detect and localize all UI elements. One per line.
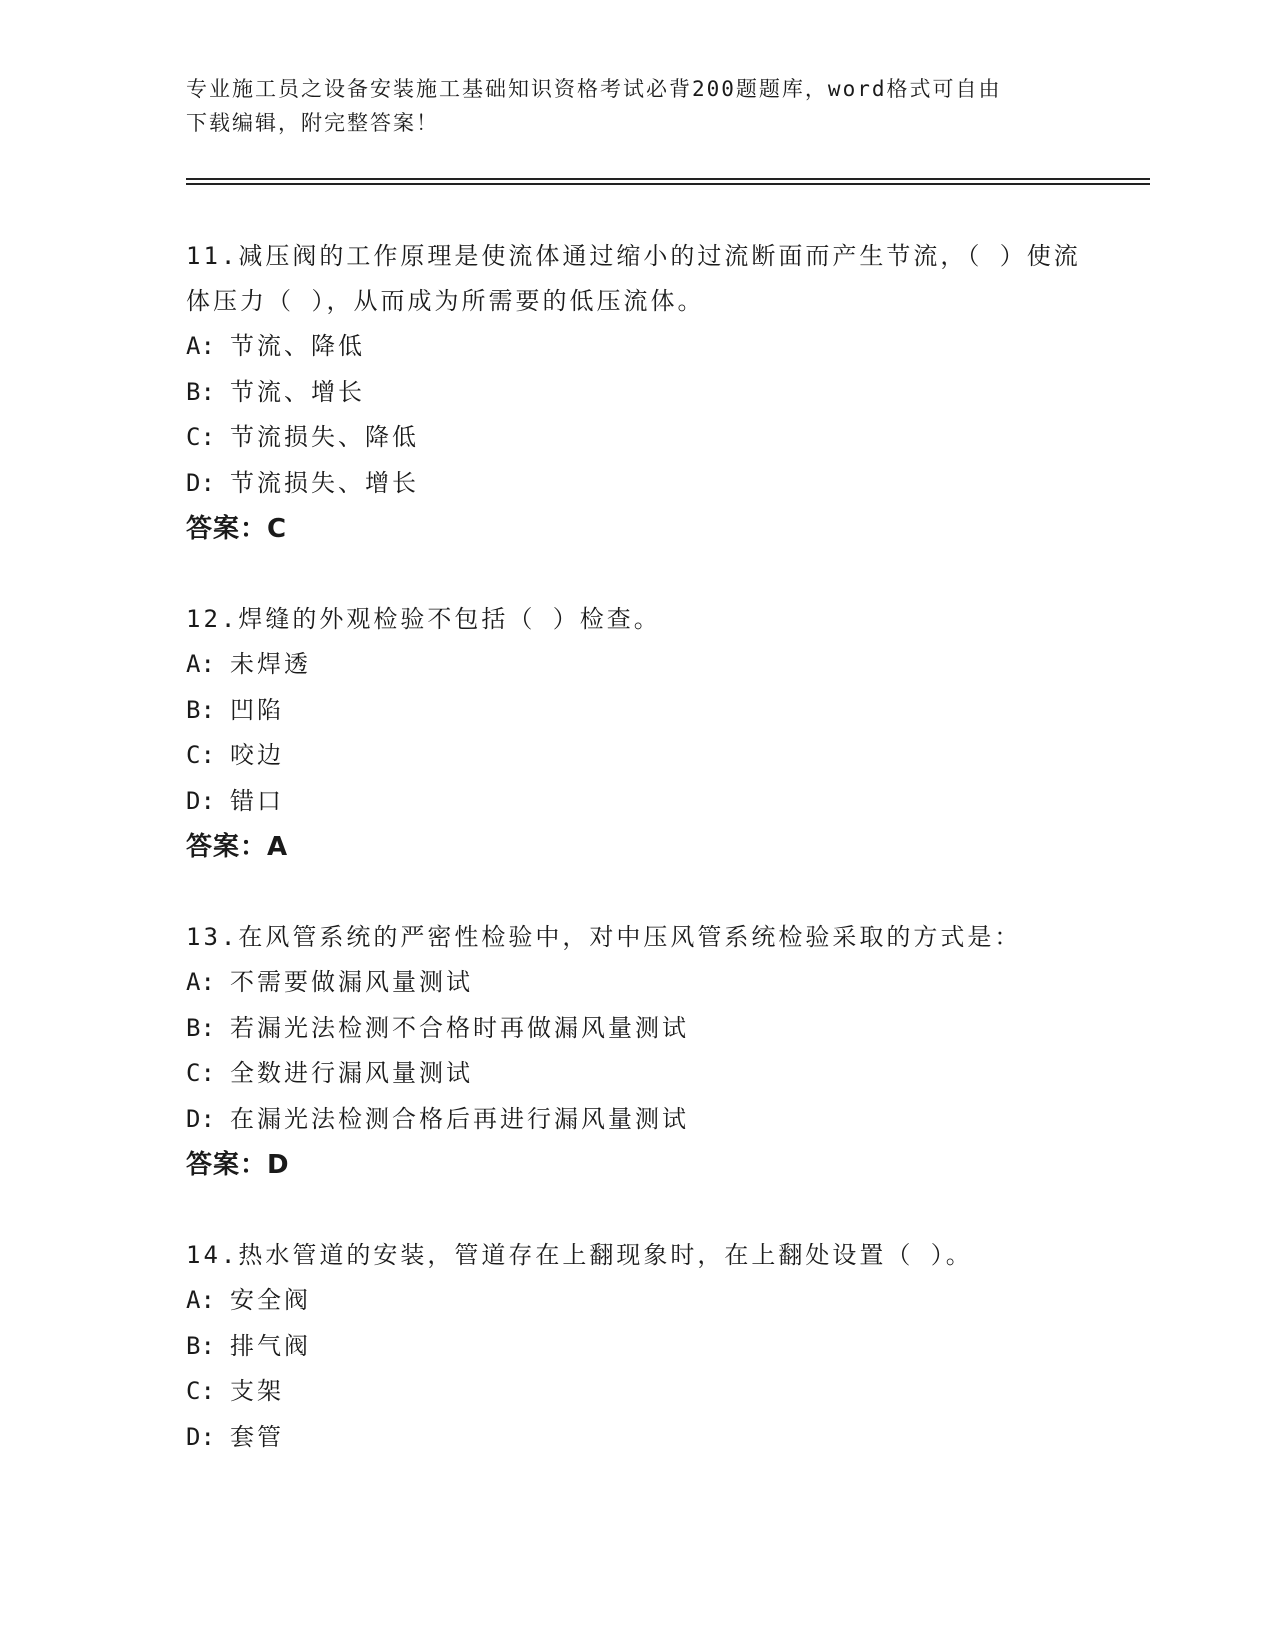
option-letter: D: [186, 1104, 215, 1133]
option-text: 套管 [230, 1422, 284, 1451]
option-a [186, 642, 1086, 688]
option-c [186, 415, 1086, 461]
option-letter: C: [186, 1059, 215, 1087]
option-letter: D: [186, 1422, 215, 1451]
header-line-2: 下载编辑，附完整答案！ [186, 111, 439, 135]
option-text: 支架 [230, 1377, 284, 1405]
option-b [186, 688, 1086, 734]
option-c [186, 1051, 1086, 1097]
answer-line: 答案：C [186, 514, 288, 544]
option-b [186, 1324, 1086, 1370]
option-letter: A: [186, 650, 215, 678]
option-text: 未焊透 [230, 650, 311, 678]
option-text: 节流、增长 [230, 377, 365, 406]
option-d [186, 779, 1086, 825]
question-text: 14.热水管道的安装，管道存在上翻现象时，在上翻处设置（ ）。 [186, 1241, 973, 1269]
option-text: 排气阀 [230, 1331, 311, 1360]
option-letter: B: [186, 1013, 215, 1042]
option-letter: B: [186, 1331, 215, 1360]
option-letter: D: [186, 786, 215, 815]
option-letter: A: [186, 1286, 215, 1314]
option-text: 错口 [230, 786, 284, 815]
header-line-1: 专业施工员之设备安装施工基础知识资格考试必背200题题库，word格式可自由 [186, 77, 1002, 101]
option-b [186, 370, 1086, 416]
document-header [186, 72, 1066, 140]
question-13 [186, 915, 1086, 1188]
option-d [186, 1097, 1086, 1143]
answer-line: 答案：A [186, 832, 289, 862]
option-letter: A: [186, 332, 215, 360]
option-d [186, 1415, 1086, 1461]
option-letter: D: [186, 468, 215, 497]
option-b [186, 1006, 1086, 1052]
option-text: 在漏光法检测合格后再进行漏风量测试 [230, 1104, 689, 1133]
header-divider-bottom [186, 183, 1150, 185]
question-14 [186, 1233, 1086, 1460]
question-text: 13.在风管系统的严密性检验中，对中压风管系统检验采取的方式是： [186, 923, 1022, 951]
header-divider-top [186, 178, 1150, 180]
option-c [186, 733, 1086, 779]
option-letter: C: [186, 1377, 215, 1405]
question-12 [186, 597, 1086, 870]
option-text: 凹陷 [230, 695, 284, 724]
option-letter: C: [186, 423, 215, 451]
option-text: 若漏光法检测不合格时再做漏风量测试 [230, 1013, 689, 1042]
option-text: 全数进行漏风量测试 [230, 1059, 473, 1087]
option-letter: B: [186, 377, 215, 406]
option-letter: B: [186, 695, 215, 724]
option-text: 安全阀 [230, 1286, 311, 1314]
question-text: 12.焊缝的外观检验不包括（ ）检查。 [186, 605, 661, 633]
option-letter: C: [186, 741, 215, 769]
option-text: 节流损失、降低 [230, 423, 419, 451]
answer-line: 答案：D [186, 1150, 290, 1180]
option-text: 咬边 [230, 741, 284, 769]
option-a [186, 324, 1086, 370]
option-text: 节流损失、增长 [230, 468, 419, 497]
question-text: 11.减压阀的工作原理是使流体通过缩小的过流断面而产生节流，（ ）使流体压力（ ），从而成为所需要的低压流体。 [186, 242, 1081, 315]
question-11 [186, 234, 1086, 552]
option-letter: A: [186, 968, 215, 996]
option-a [186, 1278, 1086, 1324]
option-d [186, 461, 1086, 507]
option-a [186, 960, 1086, 1006]
option-text: 节流、降低 [230, 332, 365, 360]
option-text: 不需要做漏风量测试 [230, 968, 473, 996]
option-c [186, 1369, 1086, 1415]
